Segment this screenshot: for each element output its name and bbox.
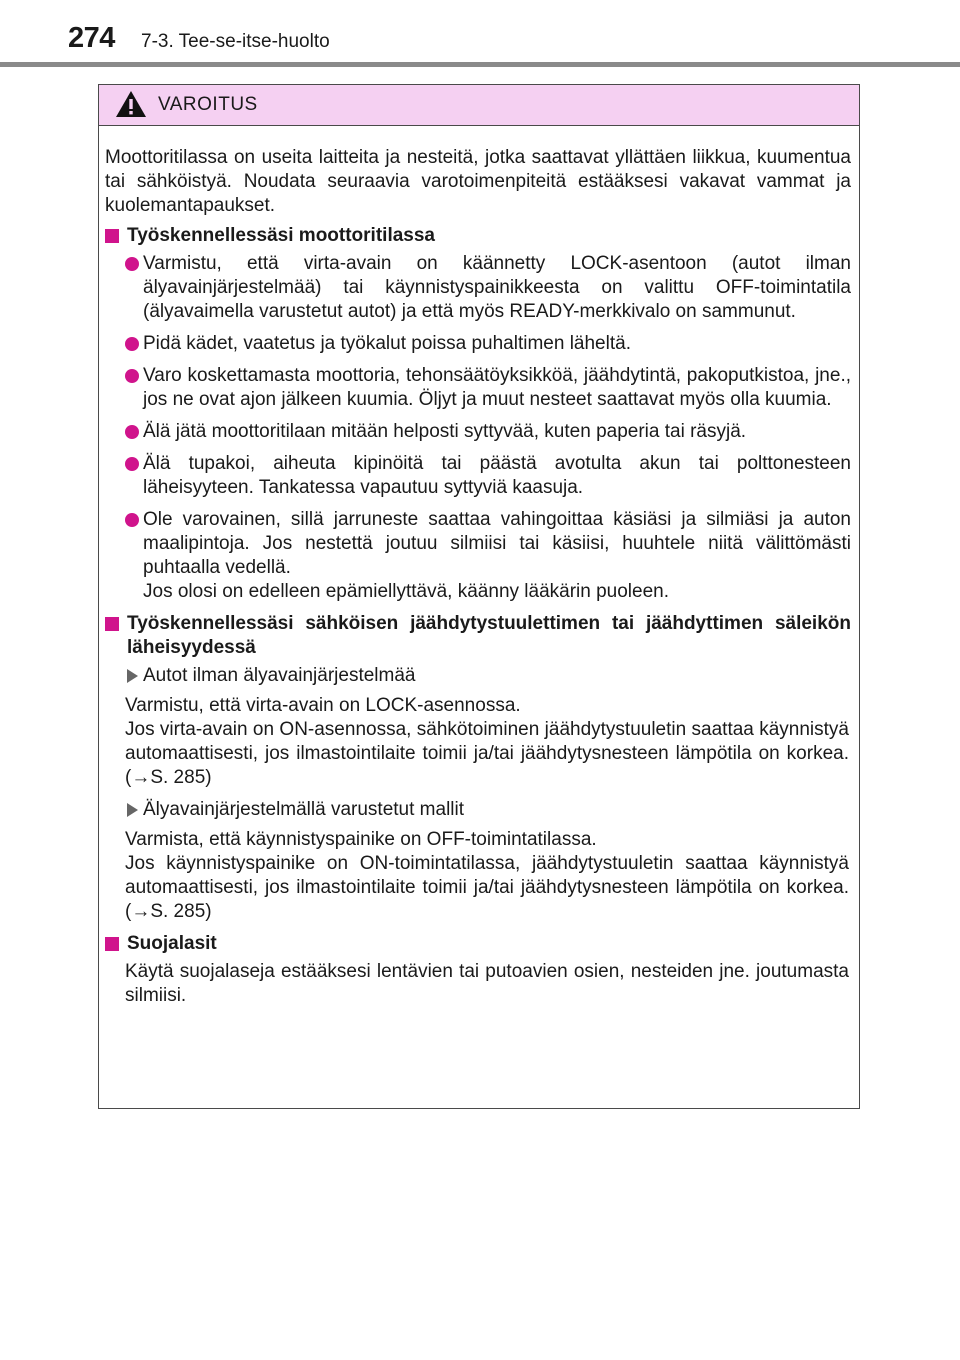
- list-item-text: Älä tupakoi, aiheuta kipinöitä tai päästä avotulta akun tai polttonesteen läheisyyteen. Tankatessa vapautuu syttyviä kaasuja.: [143, 453, 851, 498]
- round-bullet-icon: [125, 369, 139, 383]
- round-bullet-icon: [125, 337, 139, 351]
- subsection-line: Varmistu, että virta-avain on LOCK-asennossa.: [125, 695, 521, 716]
- square-bullet-icon: [105, 937, 119, 951]
- subsection-line: Jos virta-avain on ON-asennossa, sähkötoiminen jäähdytystuuletin saattaa käynnistyä automaattisesti, jos ilmastointilaite toimii ja/tai jäähdytysnesteen lämpötila on korkea. (→S. 285): [125, 719, 849, 788]
- section-heading-goggles: [105, 932, 851, 956]
- subsection-title-text: Autot ilman älyavainjärjestelmää: [143, 665, 416, 686]
- section-heading-label: Työskennellessäsi moottoritilassa: [127, 225, 435, 246]
- section-heading-fan: [105, 612, 851, 660]
- warning-triangle-icon: [115, 90, 147, 118]
- subsection-title-text: Älyavainjärjestelmällä varustetut mallit: [143, 799, 465, 820]
- list-item: [105, 364, 851, 412]
- list-item-text-extra: Jos olosi on edelleen epämiellyttävä, käänny lääkärin puoleen.: [143, 581, 670, 602]
- section-title: 7-3. Tee-se-itse-huolto: [141, 31, 330, 52]
- warning-intro: Moottoritilassa on useita laitteita ja nesteitä, jotka saattavat yllättäen liikkua, kuumentua tai sähköistyä. Noudata seuraavia varotoimenpiteitä estääksesi vakavat vammat ja kuolemantapaukset.: [105, 147, 851, 216]
- list-item: [105, 508, 851, 604]
- warning-content: [105, 146, 851, 1016]
- page-number: 274: [68, 22, 115, 54]
- square-bullet-icon: [105, 617, 119, 631]
- list-item-text: Pidä kädet, vaatetus ja työkalut poissa puhaltimen läheltä.: [143, 333, 631, 354]
- subsection-body: [105, 694, 851, 790]
- subsection-line: Jos käynnistyspainike on ON-toimintatilassa, jäähdytystuuletin saattaa käynnistyä automaattisesti, jos ilmastointilaite toimii ja/tai jäähdytysnesteen lämpötila on korkea. (→S. 285): [125, 853, 849, 922]
- round-bullet-icon: [125, 457, 139, 471]
- subsection-line: Varmista, että käynnistyspainike on OFF-toimintatilassa.: [125, 829, 597, 850]
- round-bullet-icon: [125, 425, 139, 439]
- warning-box: [98, 84, 860, 1109]
- header-rule: [0, 62, 960, 67]
- list-item: [105, 420, 851, 444]
- subsection-title: [105, 798, 851, 822]
- subsection-title: [105, 664, 851, 688]
- triangle-bullet-icon: [127, 803, 138, 817]
- warning-header: [99, 85, 859, 126]
- list-item-text: Ole varovainen, sillä jarruneste saattaa vahingoittaa käsiäsi ja silmiäsi ja auton maalipintoja. Jos nestettä joutuu silmiisi tai käsiisi, huuhtele niitä välittömästi puhtaalla vedellä.: [143, 509, 851, 578]
- list-item-text: Varo koskettamasta moottoria, tehonsäätöyksikköä, jäähdytintä, pakoputkistoa, jne., jos ne ovat ajon jälkeen kuumia. Öljyt ja muut nesteet saattavat myös olla kuumia.: [143, 365, 851, 410]
- list-item: [105, 252, 851, 324]
- triangle-bullet-icon: [127, 669, 138, 683]
- section-heading-label: Työskennellessäsi sähköisen jäähdytystuulettimen tai jäähdyttimen säleikön läheisyydessä: [127, 613, 851, 658]
- list-item: [105, 332, 851, 356]
- section-heading-label: Suojalasit: [127, 933, 217, 954]
- section-text: Käytä suojalaseja estääksesi lentävien tai putoavien osien, nesteiden jne. joutumasta silmiisi.: [125, 961, 849, 1006]
- warning-title: VAROITUS: [158, 94, 258, 115]
- round-bullet-icon: [125, 513, 139, 527]
- square-bullet-icon: [105, 229, 119, 243]
- round-bullet-icon: [125, 257, 139, 271]
- page-header: [0, 0, 960, 70]
- section-heading-engine: [105, 224, 851, 248]
- list-item-text: Älä jätä moottoritilaan mitään helposti syttyvää, kuten paperia tai räsyjä.: [143, 421, 747, 442]
- list-item: [105, 452, 851, 500]
- list-item-text: Varmistu, että virta-avain on käännetty LOCK-asentoon (autot ilman älyavainjärjestelmää) tai käynnistyspainikkeesta on valittu OFF-toimintatila (älyavaimella varustetut autot) ja että myös READY-merkkivalo on sammunut.: [143, 253, 851, 322]
- subsection-body: [105, 828, 851, 924]
